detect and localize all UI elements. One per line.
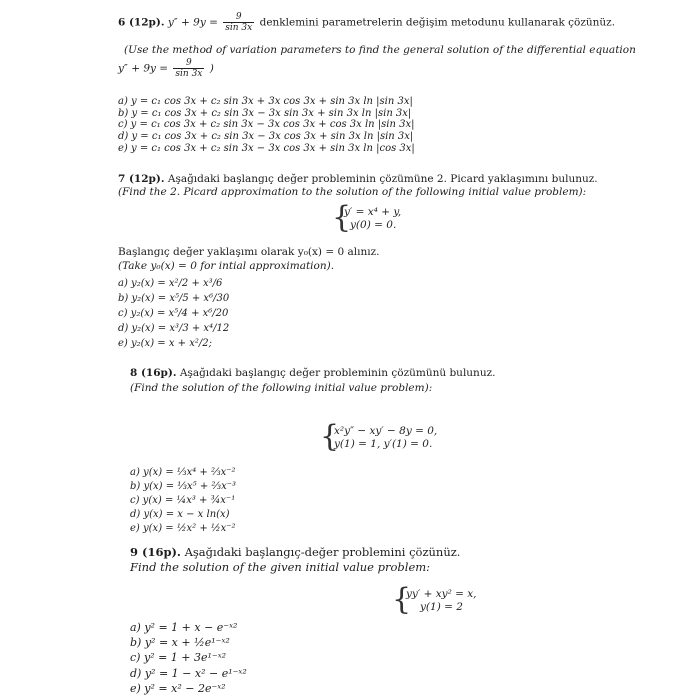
q6-options xyxy=(118,96,415,154)
q7-header xyxy=(118,173,598,186)
q7-system xyxy=(344,206,401,232)
q6-equation-lhs: y″ + 9y = xyxy=(167,16,218,29)
q6-en-close: ) xyxy=(209,62,214,75)
q7-system-line-2: y(0) = 0. xyxy=(350,219,397,231)
q7-en-text: (Find the 2. Picard approximation to the solution of the following initial value problem): xyxy=(118,186,587,198)
q9-en-text: Find the solution of the given initial value problem: xyxy=(130,560,431,574)
q6-option-c[interactable]: c) y = c₁ cos 3x + c₂ sin 3x − 3x cos 3x + cos 3x ln |sin 3x| xyxy=(118,119,415,131)
q6-en-text: (Use the method of variation parameters to find the general solution of the differential equation xyxy=(124,44,636,56)
q8-option-c[interactable]: c) y(x) = ¼x³ + ¾x⁻¹ xyxy=(130,495,236,506)
q6-en-frac-den: sin 3x xyxy=(175,69,203,79)
q6-tr-text: denklemini parametrelerin değişim metodunu kullanarak çözünüz. xyxy=(259,16,616,29)
q6-frac-num: 9 xyxy=(223,12,254,23)
q6-en-frac-num: 9 xyxy=(173,58,204,69)
q8-en-text: (Find the solution of the following initial value problem): xyxy=(130,382,433,394)
q6-fraction xyxy=(223,12,254,33)
q8-number: 8 (16p). xyxy=(130,367,177,379)
q7-en-take: (Take y₀(x) = 0 for intial approximation). xyxy=(118,260,335,272)
q9-option-e[interactable]: e) y² = x² − 2e⁻ˣ² xyxy=(130,681,226,695)
q6-en-equation xyxy=(118,58,214,79)
q7-options xyxy=(118,276,229,351)
q6-frac-den: sin 3x xyxy=(225,23,253,33)
q8-header xyxy=(130,367,495,380)
q9-options xyxy=(130,620,247,696)
q6-option-a[interactable]: a) y = c₁ cos 3x + c₂ sin 3x + 3x cos 3x + sin 3x ln |sin 3x| xyxy=(118,96,413,107)
q6-option-d[interactable]: d) y = c₁ cos 3x + c₂ sin 3x − 3x cos 3x + sin 3x ln |sin 3x| xyxy=(118,131,414,143)
q7-brace: { xyxy=(332,200,352,235)
q9-header xyxy=(130,546,460,559)
q9-option-b[interactable]: b) y² = x + ½e¹⁻ˣ² xyxy=(130,636,230,650)
q6-option-b[interactable]: b) y = c₁ cos 3x + c₂ sin 3x − 3x sin 3x + sin 3x ln |sin 3x| xyxy=(118,107,412,119)
q9-system xyxy=(406,588,477,614)
q7-option-c[interactable]: c) y₂(x) = x⁵/4 + x⁶/20 xyxy=(118,308,229,319)
q8-system xyxy=(334,425,437,451)
q7-number: 7 (12p). xyxy=(118,173,165,185)
q8-system-line-1: x²y″ − xy′ − 8y = 0, xyxy=(334,425,438,437)
q9-brace: { xyxy=(392,582,412,617)
q7-option-e[interactable]: e) y₂(x) = x + x²/2; xyxy=(118,338,212,349)
q9-number: 9 (16p). xyxy=(130,545,181,559)
q6-en-eq-lhs: y″ + 9y = xyxy=(118,62,169,75)
q6-header xyxy=(118,12,615,33)
q7-tr-text: Aşağıdaki başlangıç değer probleminin çözümüne 2. Picard yaklaşımını bulunuz. xyxy=(167,173,598,185)
q9-option-c[interactable]: c) y² = 1 + 3e¹⁻ˣ² xyxy=(130,651,227,665)
q7-option-b[interactable]: b) y₂(x) = x⁵/5 + x⁶/30 xyxy=(118,293,230,304)
q8-option-a[interactable]: a) y(x) = ⅓x⁴ + ⅔x⁻² xyxy=(130,467,236,478)
q7-tr-take: Başlangıç değer yaklaşımı olarak y₀(x) = 0 alınız. xyxy=(118,246,380,258)
q9-system-line-2: y(1) = 2 xyxy=(420,601,463,613)
q8-options xyxy=(130,466,236,536)
q8-brace: { xyxy=(320,419,340,454)
q7-system-line-1: y′ = x⁴ + y, xyxy=(344,206,402,218)
q9-option-a[interactable]: a) y² = 1 + x − e⁻ˣ² xyxy=(130,621,238,634)
q6-option-e[interactable]: e) y = c₁ cos 3x + c₂ sin 3x − 3x cos 3x + sin 3x ln |cos 3x| xyxy=(118,142,415,154)
q7-option-a[interactable]: a) y₂(x) = x²/2 + x³/6 xyxy=(118,278,223,289)
q8-tr-text: Aşağıdaki başlangıç değer probleminin çözümünü bulunuz. xyxy=(179,367,496,379)
q8-system-line-2: y(1) = 1, y′(1) = 0. xyxy=(334,438,433,450)
q7-option-d[interactable]: d) y₂(x) = x³/3 + x⁴/12 xyxy=(118,323,230,334)
q9-tr-text: Aşağıdaki başlangıç-değer problemini çözünüz. xyxy=(184,545,461,559)
q9-option-d[interactable]: d) y² = 1 − x² − e¹⁻ˣ² xyxy=(130,666,247,680)
q8-option-e[interactable]: e) y(x) = ½x² + ½x⁻² xyxy=(130,523,236,534)
q6-number: 6 (12p). xyxy=(118,16,165,29)
q6-en-fraction xyxy=(173,58,204,79)
q8-option-d[interactable]: d) y(x) = x − x ln(x) xyxy=(130,509,230,520)
q8-option-b[interactable]: b) y(x) = ⅓x⁵ + ⅔x⁻³ xyxy=(130,481,237,492)
q9-system-line-1: yy′ + xy² = x, xyxy=(406,588,477,600)
